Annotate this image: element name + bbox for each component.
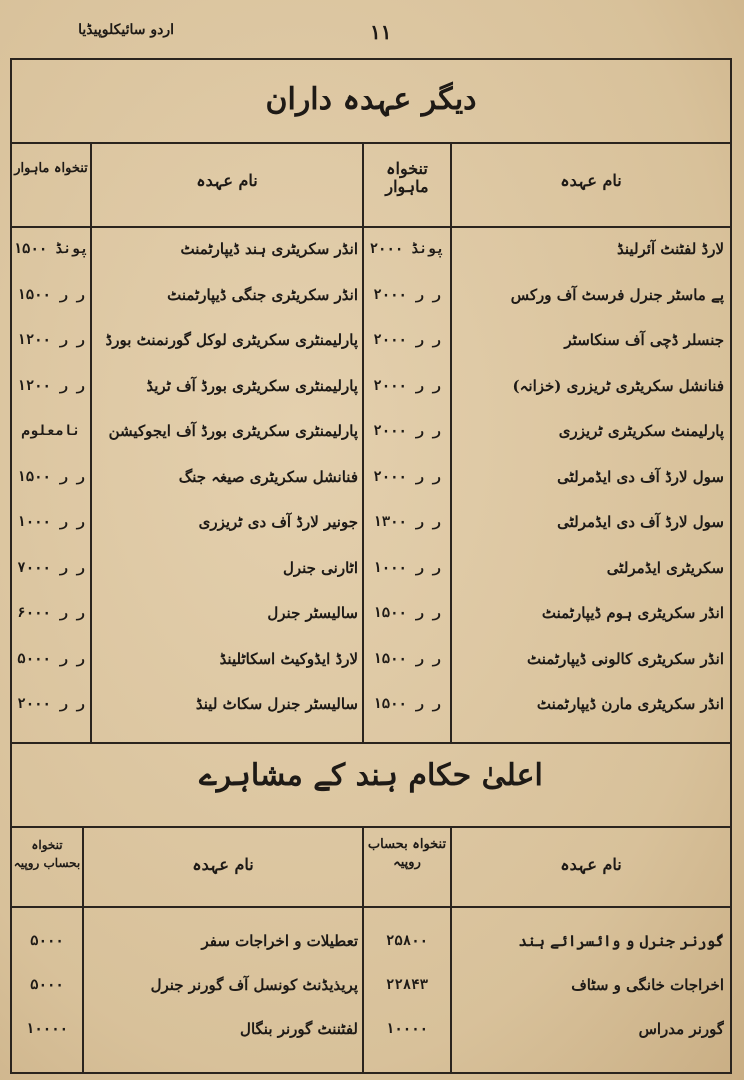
column-header-post-right: نام عہدہ xyxy=(560,855,622,874)
column-header-post-left: نام عہدہ xyxy=(192,855,254,874)
cell-salary-right: ۲۰۰۰ ر ر xyxy=(373,286,441,303)
cell-salary-right: ۱۵۰۰ ر ر xyxy=(373,696,441,712)
cell-salary-right: ۱۰۰۰۰ xyxy=(385,1021,429,1037)
column-header-post-left: نام عہدہ xyxy=(196,171,258,190)
divider xyxy=(12,742,730,744)
cell-post-left: پارلیمنٹری سکریٹری بورڈ آف ٹریڈ xyxy=(146,376,358,395)
cell-salary-left: ۵۰۰۰ xyxy=(30,977,64,993)
cell-salary-right: ۲۰۰۰ ر ر xyxy=(373,468,441,485)
cell-salary-right: ۱۰۰۰ ر ر xyxy=(373,559,441,576)
cell-post-right: فنانشل سکریٹری ٹریزری (خزانہ) xyxy=(512,376,724,395)
cell-post-left: لارڈ ایڈوکیٹ اسکاٹلینڈ xyxy=(219,649,358,668)
cell-salary-left: ۱۵۰۰ ر ر xyxy=(17,468,85,485)
divider xyxy=(12,826,730,828)
cell-post-right: لارڈ لفٹنٹ آئرلینڈ xyxy=(617,240,724,258)
column-header-salary-right: تنخواہ ماہوار xyxy=(385,159,429,196)
cell-post-left: سالیسٹر جنرل سکاٹ لینڈ xyxy=(195,695,358,713)
table-frame xyxy=(10,58,732,1074)
column-header-salary-left: تنخواہ ماہوار xyxy=(14,161,88,176)
cell-post-right: پارلیمنٹ سکریٹری ٹریزری xyxy=(558,422,724,440)
cell-post-left: انڈر سکریٹری ہند ڈیپارٹمنٹ xyxy=(180,240,358,258)
section2-heading: اعلیٰ حکام ہند کے مشاہرے xyxy=(199,758,543,793)
cell-salary-left: ۶۰۰۰ ر ر xyxy=(17,605,85,621)
cell-post-left: انڈر سکریٹری جنگی ڈیپارٹمنٹ xyxy=(167,285,358,304)
cell-post-left: سالیسٹر جنرل xyxy=(267,604,358,622)
cell-salary-left: ۵۰۰۰ xyxy=(30,933,64,949)
cell-post-left: جونیر لارڈ آف دی ٹریزری xyxy=(198,513,358,531)
book-title: اردو سائیکلوپیڈیا xyxy=(78,22,174,38)
section1-heading: دیگر عہدہ داران xyxy=(265,82,477,117)
cell-post-left: پارلیمنٹری سکریٹری بورڈ آف ایجوکیشن xyxy=(108,422,358,440)
cell-salary-left: ۱۰۰۰۰ xyxy=(25,1021,69,1037)
cell-post-right: سول لارڈ آف دی ایڈمرلٹی xyxy=(557,513,724,531)
cell-salary-right: ۲۰۰۰ ر ر xyxy=(373,423,441,439)
divider xyxy=(12,906,730,908)
cell-post-right: پے ماسٹر جنرل فرسٹ آف ورکس xyxy=(510,285,724,304)
cell-post-left: پریذیڈنٹ کونسل آف گورنر جنرل xyxy=(150,976,358,994)
cell-post-left: پارلیمنٹری سکریٹری لوکل گورنمنٹ بورڈ xyxy=(105,331,358,349)
cell-salary-left: ۲۰۰۰ ر ر xyxy=(17,696,85,712)
cell-salary-left: ۱۲۰۰ ر ر xyxy=(17,332,85,348)
cell-post-right: جنسلر ڈچی آف سنکاسٹر xyxy=(564,331,724,349)
column-header-salary-right: تنخواہ بحساب روپیہ xyxy=(367,837,447,870)
cell-salary-left: ۷۰۰۰ ر ر xyxy=(17,559,85,576)
cell-post-right: سکریٹری ایڈمرلٹی xyxy=(606,558,724,577)
divider xyxy=(12,142,730,144)
cell-salary-right: ۲۲۸۴۳ xyxy=(385,977,429,993)
cell-salary-left: ۱۰۰۰ ر ر xyxy=(17,514,85,530)
cell-post-right: انڈر سکریٹری کالونی ڈیپارٹمنٹ xyxy=(527,649,724,668)
cell-post-right: انڈر سکریٹری مارن ڈیپارٹمنٹ xyxy=(536,695,724,713)
page-header xyxy=(0,14,744,54)
cell-post-right: گورنر مدراس xyxy=(638,1020,724,1038)
cell-salary-right: ۲۰۰۰ پونڈ xyxy=(369,241,445,257)
cell-post-left: فنانشل سکریٹری صیغہ جنگ xyxy=(178,467,358,486)
cell-salary-left: ۱۲۰۰ ر ر xyxy=(17,377,85,394)
cell-post-left: لفٹننٹ گورنر بنگال xyxy=(240,1020,358,1038)
column-divider xyxy=(450,142,452,742)
cell-salary-right: ۱۵۰۰ ر ر xyxy=(373,650,441,667)
cell-salary-right: ۲۰۰۰ ر ر xyxy=(373,332,441,348)
cell-post-left: اٹارنی جنرل xyxy=(282,558,358,577)
cell-salary-left: ۱۵۰۰ ر ر xyxy=(17,286,85,303)
page-number: ۱۱ xyxy=(370,20,392,44)
column-header-salary-left: تنخواہ بحساب روپیہ xyxy=(13,838,81,870)
divider xyxy=(12,226,730,228)
cell-salary-right: ۱۳۰۰ ر ر xyxy=(373,514,441,530)
cell-salary-left: نامعلوم xyxy=(21,423,81,439)
cell-salary-right: ۲۵۸۰۰ xyxy=(385,933,429,949)
cell-salary-left: ۱۵۰۰ پونڈ xyxy=(13,241,89,257)
cell-salary-right: ۲۰۰۰ ر ر xyxy=(373,377,441,394)
cell-post-right: گورنر جنرل و وائسرائے ہند xyxy=(518,932,724,950)
cell-post-left: تعطیلات و اخراجات سفر xyxy=(201,932,358,950)
cell-salary-left: ۵۰۰۰ ر ر xyxy=(17,650,85,667)
cell-post-right: سول لارڈ آف دی ایڈمرلٹی xyxy=(557,467,724,486)
column-header-post-right: نام عہدہ xyxy=(560,171,622,190)
cell-salary-right: ۱۵۰۰ ر ر xyxy=(373,605,441,621)
cell-post-right: انڈر سکریٹری ہوم ڈیپارٹمنٹ xyxy=(541,604,724,622)
cell-post-right: اخراجات خانگی و سٹاف xyxy=(571,976,724,994)
column-divider xyxy=(90,142,92,742)
